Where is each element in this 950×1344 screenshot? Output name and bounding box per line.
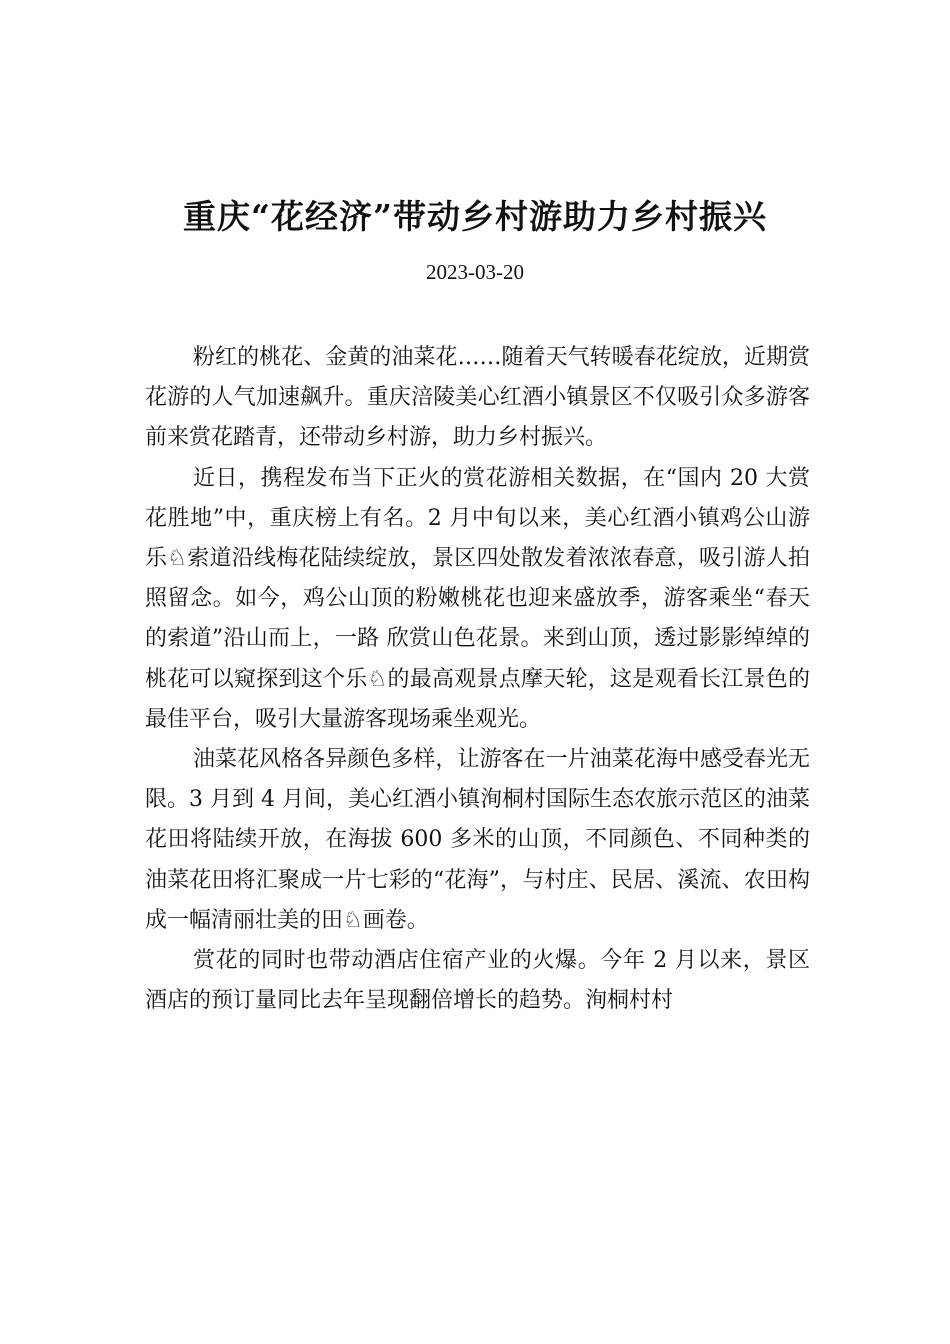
- article-body: [145, 338, 810, 1021]
- paragraph-2: 近日，携程发布当下正火的赏花游相关数据，在“国内 20 大赏花胜地”中，重庆榜上有名。2 月中旬以来，美心红酒小镇鸡公山游乐♘索道沿线梅花陆续绽放，景区四处散发着浓浓春意，吸引游人拍照留念。如今，鸡公山顶的粉嫩桃花也迎来盛放季，游客乘坐“春天的索道”沿山而上，一路 欣赏山色花景。来到山顶，透过影影绰绰的桃花可以窥探到这个乐♘的最高观景点摩天轮，这是观看长江景色的最佳平台，吸引大量游客现场乘坐观光。: [145, 465, 810, 732]
- paragraph-3: 油菜花风格各异颜色多样，让游客在一片油菜花海中感受春光无限。3 月到 4 月间，美心红酒小镇洵桐村国际生态农旅示范区的油菜花田将陆续开放，在海拔 600 多米的山顶，不同颜色、不同种类的油菜花田将汇聚成一片七彩的“花海”，与村庄、民居、溪流、农田构成一幅清丽壮美的田♘画卷。: [145, 747, 810, 933]
- paragraph-1: 粉红的桃花、金黄的油菜花……随着天气转暖春花绽放，近期赏花游的人气加速飙升。重庆涪陵美心红酒小镇景区不仅吸引众多游客前来赏花踏青，还带动乡村游，助力乡村振兴。: [145, 345, 810, 451]
- paragraph-4: 赏花的同时也带动酒店住宿产业的火爆。今年 2 月以来，景区酒店的预订量同比去年呈现翻倍增长的趋势。洵桐村村: [145, 948, 810, 1014]
- article-date: 2023-03-20: [426, 260, 524, 284]
- article-title: 重庆“花经济”带动乡村游助力乡村振兴: [183, 197, 767, 236]
